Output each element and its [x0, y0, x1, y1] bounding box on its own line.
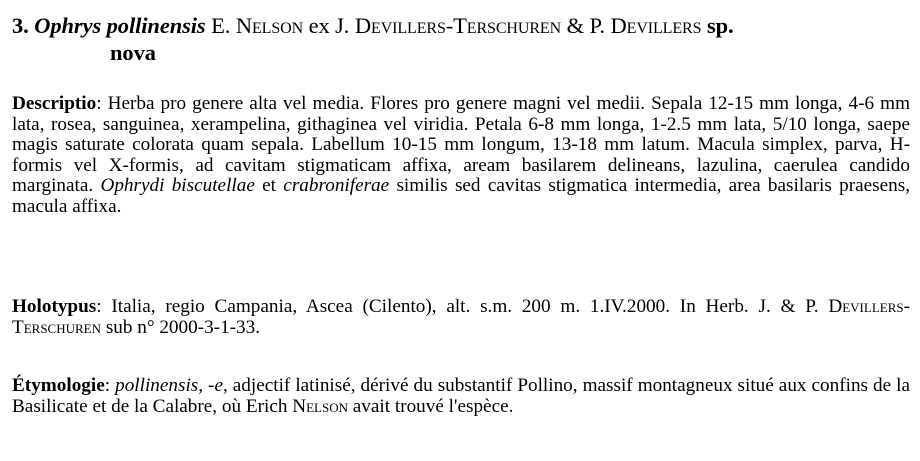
descriptio-text-2: et — [254, 175, 284, 197]
author-1-surname: Nelson — [235, 13, 304, 38]
etymologie-paragraph — [12, 376, 910, 417]
species-heading — [12, 12, 912, 66]
holotypus-paragraph — [12, 297, 910, 338]
author-2-surname: Devillers-Terschuren — [354, 13, 562, 38]
descriptio-italic-1: Ophrydi biscutellae — [100, 175, 255, 197]
etymologie-label: Étymologie — [12, 375, 105, 396]
species-name: Ophrys pollinensis — [34, 13, 206, 38]
descriptio-text-1: : Herba pro genere alta vel media. Flores pro genere magni vel medii. Sepala 12-15 mm longa, 4-6 mm lata, rosea, sanguinea, xerampelina, githaginea vel viridia. Petala 6-8 mm longa, 1-2.5 mm lata, 5/10 longa, saepe magis saturate colorata quam sepala. Labellum 10-15 mm longum, 13-18 mm latum. Macula simplex, parva, H-formis vel X-formis, ad cavitam stigmaticam affixa, aream basilarem delineans, lazulina, caerulea candido marginata. — [12, 93, 910, 197]
etymologie-text-2: , adjectif latinisé, dérivé du substantif Pollino, massif montagneux situé aux confins de la Basilicate et de la Calabre, où Erich — [12, 375, 910, 417]
descriptio-label: Descriptio — [12, 93, 97, 114]
holotypus-text-1: : Italia, regio Campania, Ascea (Cilento), alt. s.m. 200 m. 1.IV.2000. In Herb. J. — [96, 296, 781, 317]
nova-word: nova — [110, 40, 156, 65]
holotypus-surname: Devillers-Terschuren — [12, 296, 910, 338]
author-1-initial: E. — [211, 13, 231, 38]
etymologie-text-3: avait trouvé l'espèce. — [347, 395, 514, 417]
sp-abbrev: sp. — [706, 13, 734, 38]
descriptio-paragraph — [12, 94, 910, 218]
author-2-initial: J. — [335, 13, 350, 38]
holotypus-text-2: P. — [795, 296, 829, 317]
heading-number: 3. — [12, 13, 29, 38]
etymologie-surname: Nelson — [292, 395, 348, 417]
ex-word: ex — [308, 13, 330, 38]
descriptio-text-3: similis sed cavitas stigmatica intermedia, area basilaris praesens, macula affixa. — [12, 175, 911, 217]
holotypus-ampersand: & — [780, 296, 796, 317]
etymologie-italic-1: pollinensis, -e — [115, 375, 223, 396]
ampersand: & — [566, 13, 584, 38]
etymologie-text-1: : — [104, 375, 116, 396]
holotypus-label: Holotypus — [12, 296, 97, 317]
author-3-initial: P. — [589, 13, 605, 38]
holotypus-text-3: sub n° 2000-3-1-33. — [101, 316, 261, 338]
author-3-surname: Devillers — [610, 13, 702, 38]
descriptio-italic-2: crabroniferae — [283, 175, 390, 197]
